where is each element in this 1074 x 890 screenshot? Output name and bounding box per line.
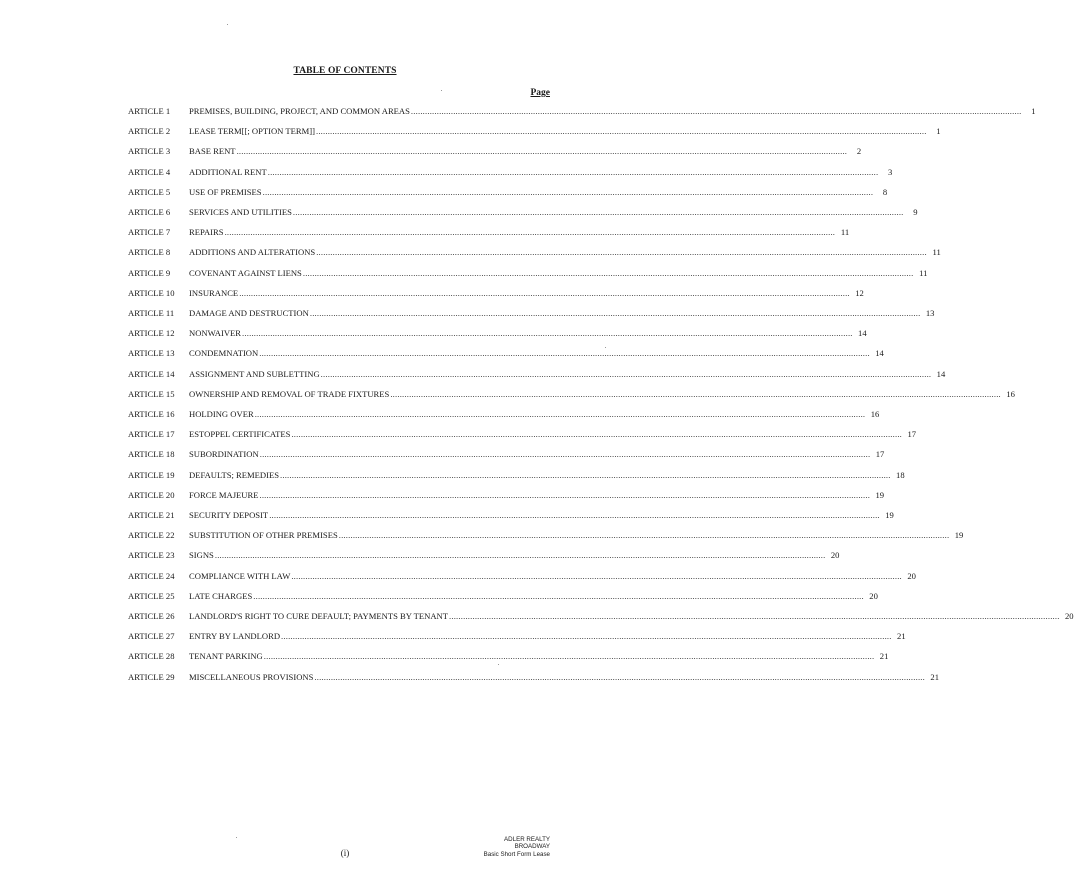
toc-page-number: 21 — [897, 631, 906, 642]
toc-article-number: ARTICLE 8 — [128, 247, 171, 258]
toc-row — [128, 247, 941, 261]
toc-dot-leader: .................................................................................................................................................................................................................................................................... — [280, 469, 891, 480]
toc-page-number: 20 — [830, 550, 840, 561]
toc-page-number: 13 — [925, 308, 935, 318]
toc-article-title: HOLDING OVER — [189, 409, 254, 419]
toc-article-number: ARTICLE 27 — [128, 631, 175, 642]
toc-dot-leader: .................................................................................................................................................................................................................................................................... — [236, 146, 848, 157]
toc-article-title: TENANT PARKING — [189, 651, 263, 662]
toc-row — [128, 207, 918, 221]
toc-row — [128, 126, 941, 140]
toc-article-number: ARTICLE 21 — [128, 510, 175, 520]
toc-article-title: CONDEMNATION — [189, 348, 259, 359]
toc-article-title: ENTRY BY LANDLORD — [189, 631, 281, 642]
toc-dot-leader: .................................................................................................................................................................................................................................................................... — [242, 328, 853, 339]
toc-page-number: 18 — [896, 469, 905, 480]
toc-dot-leader: .................................................................................................................................................................................................................................................................... — [316, 247, 927, 258]
toc-article-number: ARTICLE 11 — [128, 308, 175, 318]
toc-article-title: COVENANT AGAINST LIENS — [189, 267, 302, 278]
toc-row — [128, 429, 917, 443]
toc-page-number: 2 — [856, 146, 862, 157]
toc-article-title: INSURANCE — [189, 287, 239, 298]
toc-article-title: LANDLORD'S RIGHT TO CURE DEFAULT; PAYMENTS BY TENANT — [189, 611, 448, 621]
toc-article-title: SIGNS — [189, 550, 214, 561]
footer-line-company: ADLER REALTY — [504, 836, 550, 843]
toc-page-number: 14 — [858, 328, 867, 339]
scan-speck — [236, 837, 237, 838]
toc-row — [128, 570, 916, 585]
toc-article-number: ARTICLE 26 — [128, 611, 175, 621]
toc-title: TABLE OF CONTENTS — [293, 66, 397, 76]
toc-dot-leader: .................................................................................................................................................................................................................................................................... — [281, 631, 892, 642]
toc-row — [128, 671, 939, 686]
toc-article-title: PREMISES, BUILDING, PROJECT, AND COMMON AREAS — [189, 106, 410, 116]
toc-dot-leader: .................................................................................................................................................................................................................................................................... — [338, 530, 950, 541]
toc-article-title: SUBORDINATION — [189, 449, 259, 460]
toc-page-number: 19 — [885, 510, 894, 520]
toc-row — [128, 166, 893, 181]
toc-article-number: ARTICLE 20 — [128, 489, 175, 500]
toc-article-number: ARTICLE 28 — [128, 651, 175, 662]
toc-article-title: ADDITIONS AND ALTERATIONS — [189, 247, 316, 258]
toc-dot-leader: .................................................................................................................................................................................................................................................................... — [410, 106, 1022, 116]
scan-speck — [498, 664, 499, 665]
page-column-header: Page — [530, 88, 550, 98]
toc-page-number: 17 — [907, 429, 917, 440]
toc-article-title: FORCE MAJEURE — [189, 489, 259, 500]
footer-document-id — [484, 836, 550, 858]
toc-dot-leader: .................................................................................................................................................................................................................................................................... — [320, 368, 932, 379]
toc-article-number: ARTICLE 13 — [128, 348, 175, 359]
toc-row — [128, 186, 888, 201]
toc-article-number: ARTICLE 3 — [128, 146, 171, 157]
toc-row — [128, 631, 906, 645]
toc-row — [128, 469, 905, 484]
scan-speck — [441, 90, 442, 91]
toc-article-title: LEASE TERM[[; OPTION TERM]] — [189, 126, 315, 137]
toc-article-title: DAMAGE AND DESTRUCTION — [189, 308, 309, 318]
toc-article-title: LATE CHARGES — [189, 590, 253, 601]
toc-page-number: 20 — [1065, 611, 1074, 621]
toc-page-number: 21 — [930, 671, 939, 682]
toc-article-title: ADDITIONAL RENT — [189, 166, 267, 177]
toc-dot-leader: .................................................................................................................................................................................................................................................................... — [314, 671, 925, 682]
toc-article-number: ARTICLE 4 — [128, 166, 171, 177]
toc-page-number: 17 — [875, 449, 885, 460]
toc-row — [128, 409, 880, 423]
toc-dot-leader: .................................................................................................................................................................................................................................................................... — [292, 207, 904, 217]
toc-dot-leader: .................................................................................................................................................................................................................................................................... — [259, 489, 871, 500]
toc-page-number: 11 — [919, 267, 928, 278]
toc-article-title: SUBSTITUTION OF OTHER PREMISES — [189, 530, 338, 541]
toc-dot-leader: .................................................................................................................................................................................................................................................................... — [263, 651, 875, 662]
toc-row — [128, 510, 894, 524]
toc-article-title: ASSIGNMENT AND SUBLETTING — [189, 368, 320, 379]
toc-article-title: BASE RENT — [189, 146, 236, 157]
toc-page-number: 19 — [954, 530, 964, 541]
toc-article-number: ARTICLE 9 — [128, 267, 171, 278]
toc-row — [128, 308, 935, 322]
toc-page-number: 20 — [907, 570, 916, 581]
toc-page-number: 19 — [875, 489, 885, 500]
toc-dot-leader: .................................................................................................................................................................................................................................................................... — [269, 510, 880, 520]
toc-row — [128, 611, 1074, 625]
toc-page-number: 3 — [888, 166, 893, 177]
toc-row — [128, 651, 889, 665]
toc-page-number: 11 — [840, 227, 850, 238]
toc-article-title: SERVICES AND UTILITIES — [189, 207, 292, 217]
toc-article-number: ARTICLE 22 — [128, 530, 175, 541]
toc-dot-leader: .................................................................................................................................................................................................................................................................... — [309, 308, 921, 318]
toc-article-number: ARTICLE 5 — [128, 186, 171, 197]
toc-dot-leader: .................................................................................................................................................................................................................................................................... — [262, 186, 874, 197]
toc-dot-leader: .................................................................................................................................................................................................................................................................... — [267, 166, 879, 177]
toc-dot-leader: .................................................................................................................................................................................................................................................................... — [254, 409, 866, 419]
toc-row — [128, 328, 867, 342]
toc-article-title: SECURITY DEPOSIT — [189, 510, 269, 520]
toc-row — [128, 449, 885, 463]
toc-page-number: 8 — [882, 186, 888, 197]
toc-article-number: ARTICLE 25 — [128, 590, 175, 601]
toc-article-title: NONWAIVER — [189, 328, 242, 339]
toc-article-title: ESTOPPEL CERTIFICATES — [189, 429, 291, 440]
toc-article-number: ARTICLE 15 — [128, 388, 175, 399]
toc-article-title: USE OF PREMISES — [189, 186, 262, 197]
toc-page-number: 16 — [1006, 388, 1015, 399]
toc-page-number: 1 — [1031, 106, 1036, 116]
toc-dot-leader: .................................................................................................................................................................................................................................................................... — [390, 388, 1001, 399]
toc-dot-leader: .................................................................................................................................................................................................................................................................... — [224, 227, 836, 238]
toc-article-number: ARTICLE 10 — [128, 287, 175, 298]
footer-page-number: (i) — [340, 848, 350, 858]
toc-row — [128, 388, 1015, 403]
toc-article-title: REPAIRS — [189, 227, 224, 238]
toc-dot-leader: .................................................................................................................................................................................................................................................................... — [291, 429, 903, 440]
toc-article-number: ARTICLE 19 — [128, 469, 175, 480]
toc-article-number: ARTICLE 23 — [128, 550, 175, 561]
footer-line-form: Basic Short Form Lease — [483, 850, 550, 858]
toc-dot-leader: .................................................................................................................................................................................................................................................................... — [302, 267, 914, 278]
toc-dot-leader: .................................................................................................................................................................................................................................................................... — [315, 126, 927, 137]
toc-dot-leader: .................................................................................................................................................................................................................................................................... — [214, 550, 826, 561]
toc-page-number: 21 — [879, 651, 889, 662]
toc-row — [128, 368, 946, 383]
toc-article-number: ARTICLE 17 — [128, 429, 175, 440]
toc-page-number: 1 — [936, 126, 941, 137]
toc-article-number: ARTICLE 6 — [128, 207, 171, 217]
toc-row — [128, 227, 850, 241]
toc-page-number: 16 — [870, 409, 880, 419]
toc-row — [128, 106, 1036, 120]
toc-article-number: ARTICLE 16 — [128, 409, 175, 419]
footer-line-property: BROADWAY — [514, 843, 550, 851]
toc-article-number: ARTICLE 7 — [128, 227, 171, 238]
toc-row — [128, 146, 862, 160]
toc-article-number: ARTICLE 2 — [128, 126, 171, 137]
toc-row — [128, 348, 884, 362]
toc-row — [128, 590, 878, 605]
toc-article-number: ARTICLE 12 — [128, 328, 175, 339]
toc-page-number: 20 — [869, 590, 878, 601]
toc-article-number: ARTICLE 14 — [128, 368, 175, 379]
toc-article-title: MISCELLANEOUS PROVISIONS — [189, 671, 314, 682]
toc-article-number: ARTICLE 29 — [128, 671, 175, 682]
scan-speck — [227, 24, 228, 25]
toc-dot-leader: .................................................................................................................................................................................................................................................................... — [291, 570, 902, 581]
toc-dot-leader: .................................................................................................................................................................................................................................................................... — [259, 449, 871, 460]
toc-article-title: DEFAULTS; REMEDIES — [189, 469, 280, 480]
toc-article-number: ARTICLE 1 — [128, 106, 171, 116]
toc-row — [128, 287, 864, 302]
toc-dot-leader: .................................................................................................................................................................................................................................................................... — [259, 348, 870, 359]
toc-article-number: ARTICLE 24 — [128, 570, 175, 581]
toc-page-number: 12 — [855, 287, 864, 298]
toc-row — [128, 550, 840, 564]
toc-dot-leader: .................................................................................................................................................................................................................................................................... — [239, 287, 850, 298]
toc-page-number: 14 — [936, 368, 946, 379]
toc-dot-leader: .................................................................................................................................................................................................................................................................... — [253, 590, 864, 601]
toc-article-title: COMPLIANCE WITH LAW — [189, 570, 291, 581]
toc-article-number: ARTICLE 18 — [128, 449, 175, 460]
toc-article-title: OWNERSHIP AND REMOVAL OF TRADE FIXTURES — [189, 388, 390, 399]
scan-speck — [605, 347, 606, 348]
toc-row — [128, 489, 885, 504]
toc-row — [128, 530, 964, 544]
toc-page-number: 11 — [932, 247, 941, 258]
toc-dot-leader: .................................................................................................................................................................................................................................................................... — [449, 611, 1060, 621]
toc-page-number: 9 — [913, 207, 918, 217]
toc-row — [128, 267, 928, 282]
toc-page-number: 14 — [875, 348, 884, 359]
